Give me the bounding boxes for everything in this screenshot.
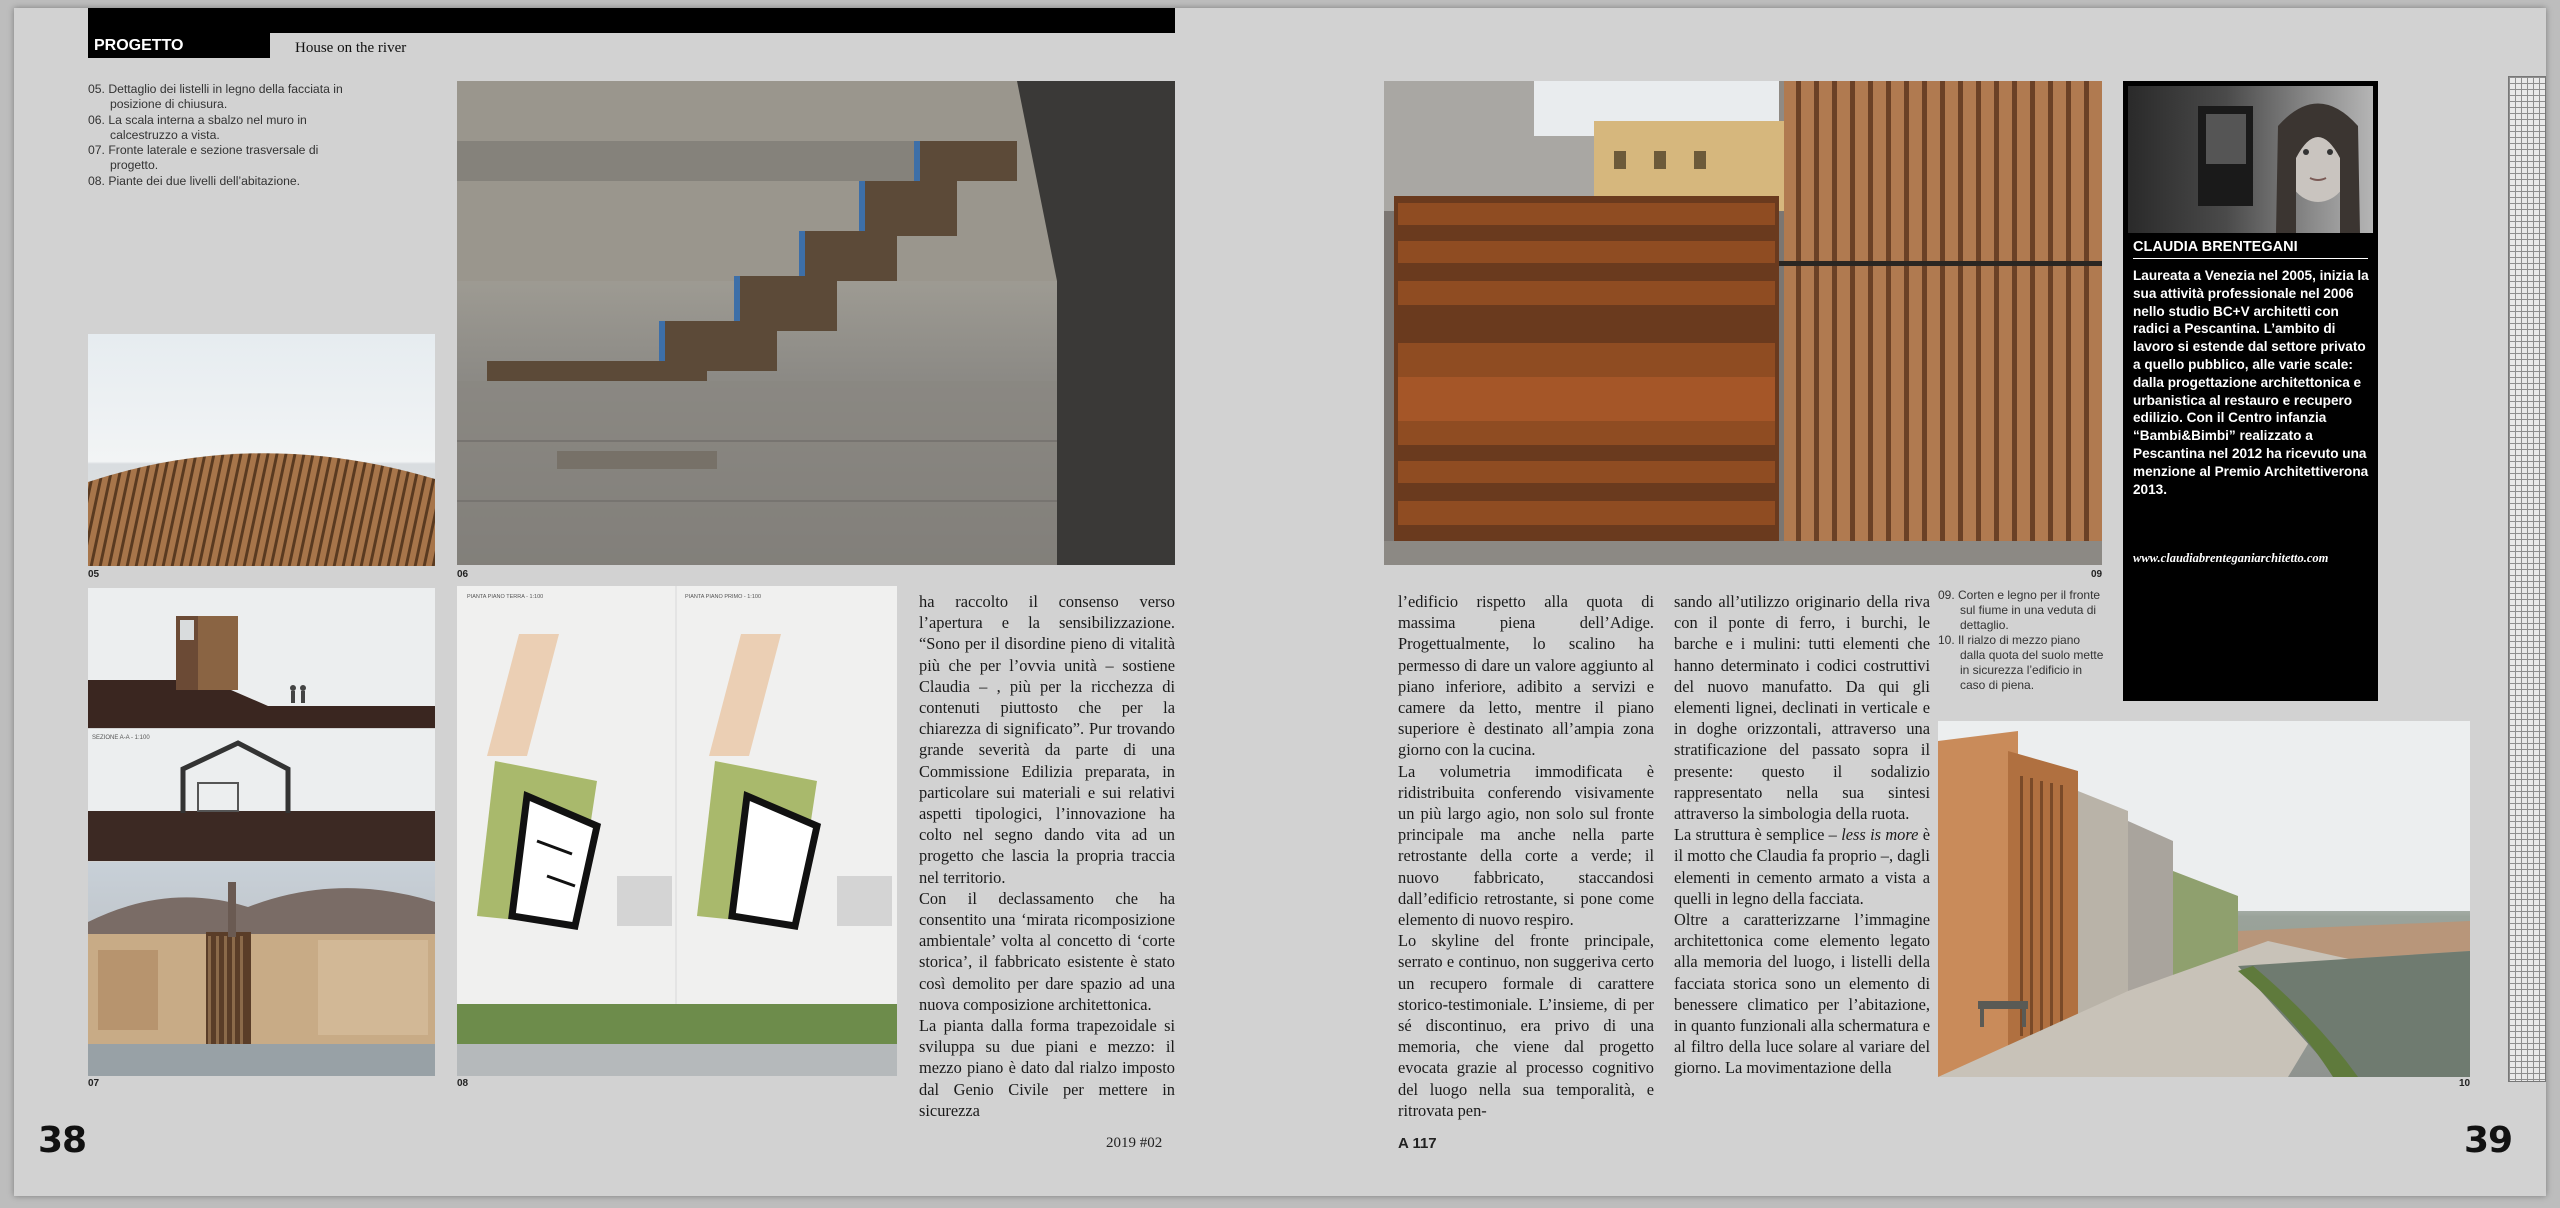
drawing-08-floor-plans bbox=[457, 586, 897, 1076]
fig-number-05: 05 bbox=[88, 569, 100, 580]
photo-07-river-view bbox=[88, 862, 435, 1076]
fig-number-08: 08 bbox=[457, 1078, 469, 1089]
plan-label-ground: PIANTA PIANO TERRA - 1:100 bbox=[467, 594, 544, 600]
right-page bbox=[1180, 8, 2546, 1196]
photo-07-section-drawing bbox=[88, 729, 435, 861]
photo-10-riverside-view bbox=[1938, 721, 2470, 1077]
staircase-graphic bbox=[457, 81, 1175, 565]
col3-paragraph-2: La struttura è semplice – less is more è il motto che Claudia fa proprio –, dagli elementi in cemento armato a vista a quelli in legno della facciata. bbox=[1674, 825, 1931, 908]
caption-list-left bbox=[88, 82, 350, 189]
caption-07: 07. Fronte laterale e sezione trasversale di progetto. bbox=[88, 143, 319, 173]
plan-label-first: PIANTA PIANO PRIMO - 1:100 bbox=[685, 594, 762, 600]
col2-paragraph-1: l’edificio rispetto alla quota di massima piena dell’Adige. Progettualmente, lo scalino ha permesso di dare un valore aggiunto al piano inferiore, adibito a servizi e camere da letto, mentre il piano superiore è destinato all’ampia zona giorno con la cucina. bbox=[1398, 592, 1654, 760]
photo-05-wood-slat-roof bbox=[88, 334, 435, 566]
body-column-2 bbox=[1398, 591, 1654, 1121]
page-number-left: 38 bbox=[38, 1120, 87, 1161]
col1-paragraph-2: Con il declassamento che ha consentito una ‘mirata ricomposizione ambientale’ volta al concetto di ‘corte storica’, il fabbricato esistente è stato così demolito per dare spazio ad una nuova composizione architettonica. bbox=[919, 888, 1175, 1014]
header-title: House on the river bbox=[295, 40, 407, 56]
section-label: PROGETTO bbox=[94, 37, 184, 54]
page-number-right: 39 bbox=[2464, 1120, 2513, 1161]
less-is-more-emphasis: less is more bbox=[1841, 825, 1919, 845]
col2-paragraph-2: La volumetria immodificata è ridistribuita conferendo visivamente un più largo agio, non solo sul fronte principale ma anche nella parte retrostante della corte a verde; il nuovo fabbricato, staccandosi dall’edificio retrostante, si pone come elemento di nuovo respiro. bbox=[1398, 761, 1654, 930]
roof-slats-graphic bbox=[88, 334, 435, 566]
issue-folio: 2019 #02 bbox=[1106, 1135, 1163, 1151]
photo-07-elevation-drawing bbox=[88, 588, 435, 728]
page-edge-grid bbox=[2508, 76, 2546, 1082]
col3-paragraph-3: Oltre a caratterizzarne l’immagine architettonica come elemento legato alla memoria del luogo, i listelli della facciata storica sono un elemento di benessere climatico per l’abitazione, in quanto funzionali alla schermatura e al filtro della luce solare al variare del giorno. La movimentazione della bbox=[1674, 910, 1930, 1078]
bio-divider bbox=[2133, 258, 2368, 259]
fig-number-09: 09 bbox=[2091, 569, 2103, 580]
architect-name: CLAUDIA BRENTEGANI bbox=[2133, 239, 2298, 255]
architect-bio-box bbox=[2123, 81, 2378, 701]
caption-list-right bbox=[1938, 588, 2108, 693]
caption-08: 08. Piante dei due livelli dell’abitazione. bbox=[88, 173, 301, 188]
photo-06-concrete-staircase bbox=[457, 81, 1175, 565]
left-page bbox=[14, 8, 1180, 1196]
fig-number-10: 10 bbox=[2459, 1078, 2471, 1089]
body-column-3 bbox=[1674, 591, 1930, 1079]
photo-09-corten-wood-facade bbox=[1384, 81, 2102, 565]
header-bar bbox=[270, 8, 1175, 33]
header-section-box bbox=[88, 8, 270, 58]
caption-09: 09. Corten e legno per il fronte sul fiume in una veduta di dettaglio. bbox=[1938, 588, 2101, 632]
architect-website: www.claudiabrenteganiarchitetto.com bbox=[2133, 551, 2329, 565]
fig-number-06: 06 bbox=[457, 569, 469, 580]
architect-bio-text: Laureata a Venezia nel 2005, inizia la sua attività professionale nel 2006 nello studio BC+V architetti con radici a Pescantina. L’ambito di lavoro si estende dal settore privato a quello pubblico, alle varie scale: dalla progettazione architettonica e urbanistica al restauro e recupero edilizio. Con il Centro infanzia “Bambi&Bimbi” realizzato a Pescantina nel 2012 ha ricevuto una menzione al Premio Architettiverona 2013. bbox=[2133, 268, 2369, 497]
caption-05: 05. Dettaglio dei listelli in legno della facciata in posizione di chiusura. bbox=[88, 82, 343, 112]
col3-paragraph-1: sando all’utilizzo originario della riva con il ponte di ferro, i burchi, le barche e i mulini: tutti elementi che hanno determinato i codici costruttivi del nuovo manufatto. Da qui gli elementi lignei, declinati in verticale e in doghe orizzontali, attraverso una stratificazione del passato sopra il presente: questo il sodalizio rappresentato nella sua sintesi attraverso la simbologia della ruota. bbox=[1674, 592, 1930, 824]
section-label: SEZIONE A-A - 1:100 bbox=[92, 735, 150, 741]
magazine-folio: A 117 bbox=[1398, 1135, 1437, 1152]
magazine-spread bbox=[14, 8, 2546, 1196]
col1-paragraph-1: ha raccolto il consenso verso l’apertura e la sensibilizzazione. “Sono per il disordine pieno di vitalità più che per l’ovvia unità – sostiene Claudia – , più per la ricchezza di contenuti piuttosto che per la chiarezza di significato”. Pur trovando grande severità da parte di una Commissione Edilizia preparata, in particolare sui materiali e sui relativi aspetti tipologici, l’innovazione ha colto nel segno dando vita ad un progetto che lascia la propria traccia nel territorio. bbox=[919, 592, 1175, 887]
col1-paragraph-3: La pianta dalla forma trapezoidale si sviluppa su due piani e mezzo: il mezzo piano è dato dal rialzo imposto dal Genio Civile per mettere in sicurezza bbox=[919, 1016, 1175, 1120]
portrait-photo bbox=[2128, 86, 2373, 233]
fig-number-07: 07 bbox=[88, 1078, 100, 1089]
col2-paragraph-3: Lo skyline del fronte principale, serrato e continuo, non suggeriva certo un recupero formale di carattere storico-testimoniale. L’insieme, di per sé discontinuo, era privo di una memoria, che viene dal progetto evocata grazie al processo cognitivo del luogo nella sua temporalità, e ritrovata pen- bbox=[1398, 931, 1654, 1120]
caption-10: 10. Il rialzo di mezzo piano dalla quota del suolo mette in sicurezza l’edificio in caso di piena. bbox=[1938, 633, 2104, 692]
caption-06: 06. La scala interna a sbalzo nel muro in calcestruzzo a vista. bbox=[88, 112, 307, 142]
body-column-1 bbox=[919, 591, 1175, 1121]
